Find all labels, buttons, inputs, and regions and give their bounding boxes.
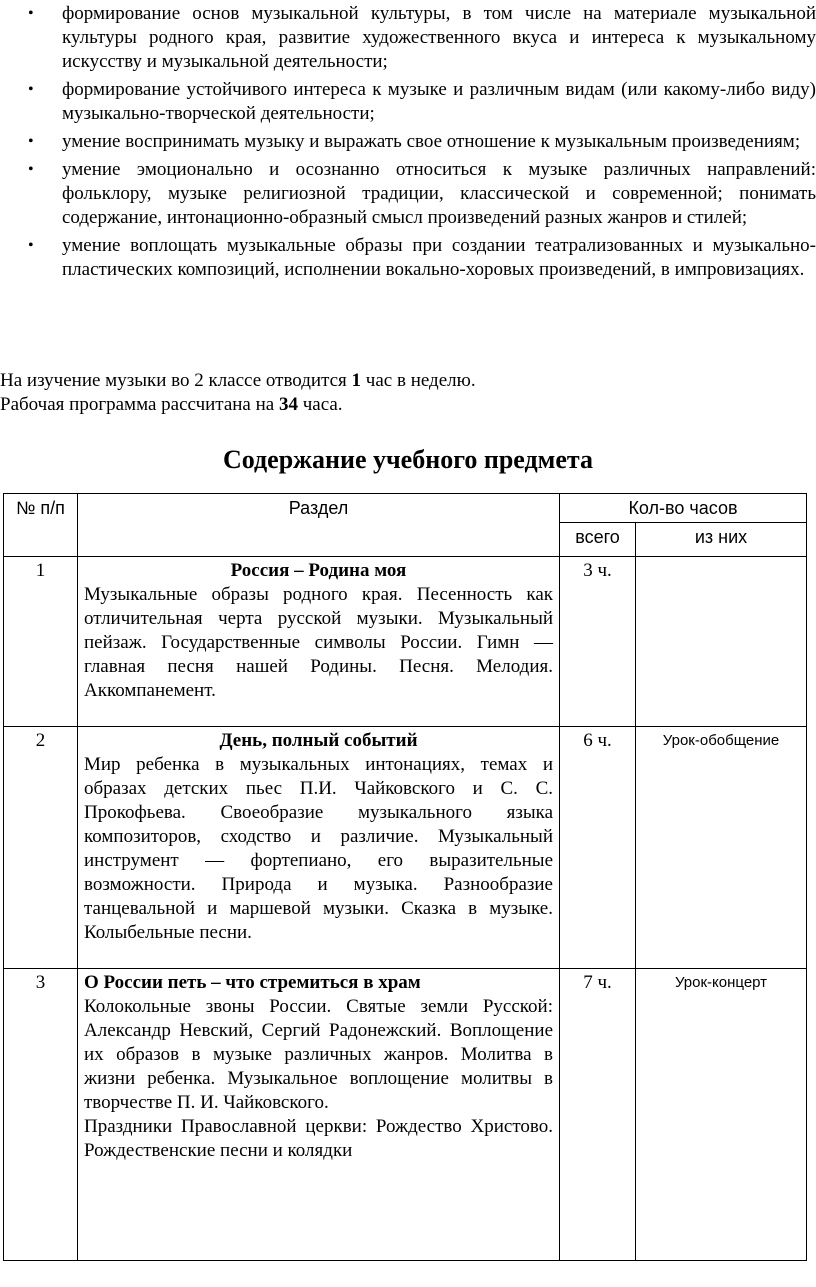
table-row (4, 969, 807, 1261)
row-note: Урок-концерт (636, 969, 807, 1261)
total-hours: Рабочая программа рассчитана на 34 часа. (0, 394, 343, 415)
goal-text: формирование устойчивого интереса к музыке и различным видам (или какому-либо виду) музыкально-творческой деятельности; (62, 79, 816, 124)
row-total-hours: 6 ч. (560, 727, 636, 969)
header-num: № п/п (4, 494, 78, 557)
header-of-them: из них (636, 523, 807, 557)
row-total-hours: 3 ч. (560, 557, 636, 727)
list-item (28, 78, 816, 126)
goal-text: умение воспринимать музыку и выражать свое отношение к музыкальным произведениям; (62, 131, 801, 152)
goals-list (28, 0, 816, 286)
bullet-icon: • (28, 133, 34, 150)
bullet-icon: • (28, 161, 34, 178)
section-description: Колокольные звоны России. Святые земли Русской: Александр Невский, Сергий Радонежский. Воплощение их образов в музыке различных жанров. Молитва в жизни ребенка. Музыкальное воплощение молитвы в творчестве П. И. Чайковского. (84, 996, 553, 1113)
section-title: Россия – Родина моя (230, 560, 407, 581)
section-title: О России петь – что стремиться в храм (84, 972, 421, 993)
row-num: 3 (4, 969, 78, 1261)
goal-text: умение эмоционально и осознанно относиться к музыке различных направлений: фольклору, музыке религиозной традиции, классической и современной; понимать содержание, интонационно-образный смысл произведений разных жанров и стилей; (62, 159, 816, 228)
content-table (3, 493, 807, 1261)
section-description-extra: Праздники Православной церкви: Рождество Христово. Рождественские песни и колядки (84, 1116, 553, 1161)
row-num: 1 (4, 557, 78, 727)
goal-text: умение воплощать музыкальные образы при создании театрализованных и музыкально-пластических композиций, исполнении вокально-хоровых произведений, в импровизациях. (62, 235, 816, 280)
row-note (636, 557, 807, 727)
bullet-icon: • (28, 81, 34, 98)
row-section (78, 557, 560, 727)
goal-text: формирование основ музыкальной культуры, в том числе на материале музыкальной культуры родного края, развитие художественного вкуса и интереса к музыкальному искусству и музыкальной деятельности; (62, 3, 816, 72)
section-description: Мир ребенка в музыкальных интонациях, темах и образах детских пьес П.И. Чайковского и С. С. Прокофьева. Своеобразие музыкального языка композиторов, сходство и различие. Музыкальный инструмент — фортепиано, его выразительные возможности. Природа и музыка. Разнообразие танцевальной и маршевой музыки. Сказка в музыке. Колыбельные песни. (84, 754, 553, 943)
section-description: Музыкальные образы родного края. Песенность как отличительная черта русской музыки. Музыкальный пейзаж. Государственные символы России. Гимн — главная песня нашей Родины. Песня. Мелодия. Аккомпанемент. (84, 584, 553, 701)
header-section: Раздел (78, 494, 560, 557)
row-num: 2 (4, 727, 78, 969)
table-header-row (4, 494, 807, 523)
row-total-hours: 7 ч. (560, 969, 636, 1261)
hours-per-week: На изучение музыки во 2 классе отводится 1 час в неделю. (0, 370, 476, 391)
table-row (4, 557, 807, 727)
header-total: всего (560, 523, 636, 557)
row-note: Урок-обобщение (636, 727, 807, 969)
list-item (28, 2, 816, 74)
bullet-icon: • (28, 237, 34, 254)
page-title: Содержание учебного предмета (222, 445, 593, 474)
section-title: День, полный событий (219, 730, 418, 751)
row-section (78, 969, 560, 1261)
table-row (4, 727, 807, 969)
list-item (28, 130, 816, 154)
list-item (28, 234, 816, 282)
bullet-icon: • (28, 5, 34, 22)
row-section (78, 727, 560, 969)
list-item (28, 158, 816, 230)
header-hours: Кол-во часов (560, 494, 807, 523)
